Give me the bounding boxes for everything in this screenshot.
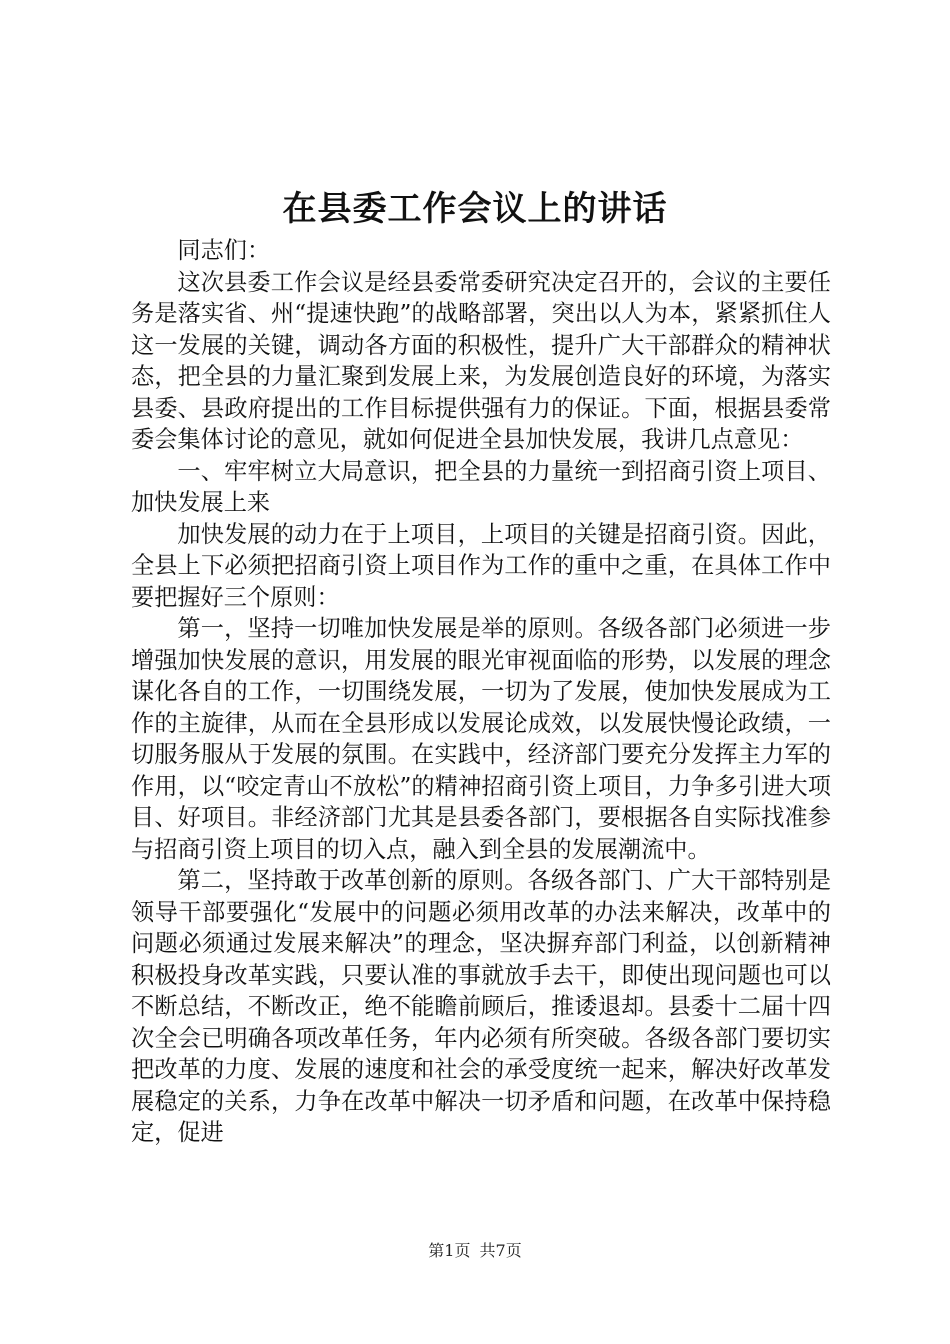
document-body xyxy=(131,235,831,1149)
body-paragraph: 第二，坚持敢于改革创新的原则。各级各部门、广大干部特别是领导干部要强化“发展中的问题必须用改革的办法来解决，改革中的问题必须通过发展来解决”的理念，坚决摒弃部门利益，以创新精神积极投身改革实践，只要认准的事就放手去干，即使出现问题也可以不断总结，不断改正，绝不能瞻前顾后，推诿退却。县委十二届十四次全会已明确各项改革任务，年内必须有所突破。各级各部门要切实把改革的力度、发展的速度和社会的承受度统一起来，解决好改革发展稳定的关系，力争在改革中解决一切矛盾和问题，在改革中保持稳定，促进 xyxy=(131,867,831,1146)
document-title: 在县委工作会议上的讲话 xyxy=(282,189,668,229)
section-heading-1: 一、牢牢树立大局意识，把全县的力量统一到招商引资上项目、加快发展上来 xyxy=(131,457,831,516)
page-footer: 第1页 共7页 xyxy=(428,1241,522,1260)
intro-paragraph: 这次县委工作会议是经县委常委研究决定召开的，会议的主要任务是落实省、州“提速快跑”的战略部署，突出以人为本，紧紧抓住人这一发展的关键，调动各方面的积极性，提升广大干部群众的精神状态，把全县的力量汇聚到发展上来，为发展创造良好的环境，为落实县委、县政府提出的工作目标提供强有力的保证。下面，根据县委常委会集体讨论的意见，就如何促进全县加快发展，我讲几点意见： xyxy=(131,268,831,453)
body-paragraph: 加快发展的动力在于上项目，上项目的关键是招商引资。因此，全县上下必须把招商引资上项目作为工作的重中之重，在具体工作中要把握好三个原则： xyxy=(131,520,831,611)
body-paragraph: 第一，坚持一切唯加快发展是举的原则。各级各部门必须进一步增强加快发展的意识，用发展的眼光审视面临的形势，以发展的理念谋化各自的工作，一切围绕发展，一切为了发展，使加快发展成为工作的主旋律，从而在全县形成以发展论成效，以发展快慢论政绩，一切服务服从于发展的氛围。在实践中，经济部门要充分发挥主力军的作用，以“咬定青山不放松”的精神招商引资上项目，力争多引进大项目、好项目。非经济部门尤其是县委各部门，要根据各自实际找准参与招商引资上项目的切入点，融入到全县的发展潮流中。 xyxy=(131,615,831,863)
salutation-paragraph: 同志们： xyxy=(177,237,271,264)
